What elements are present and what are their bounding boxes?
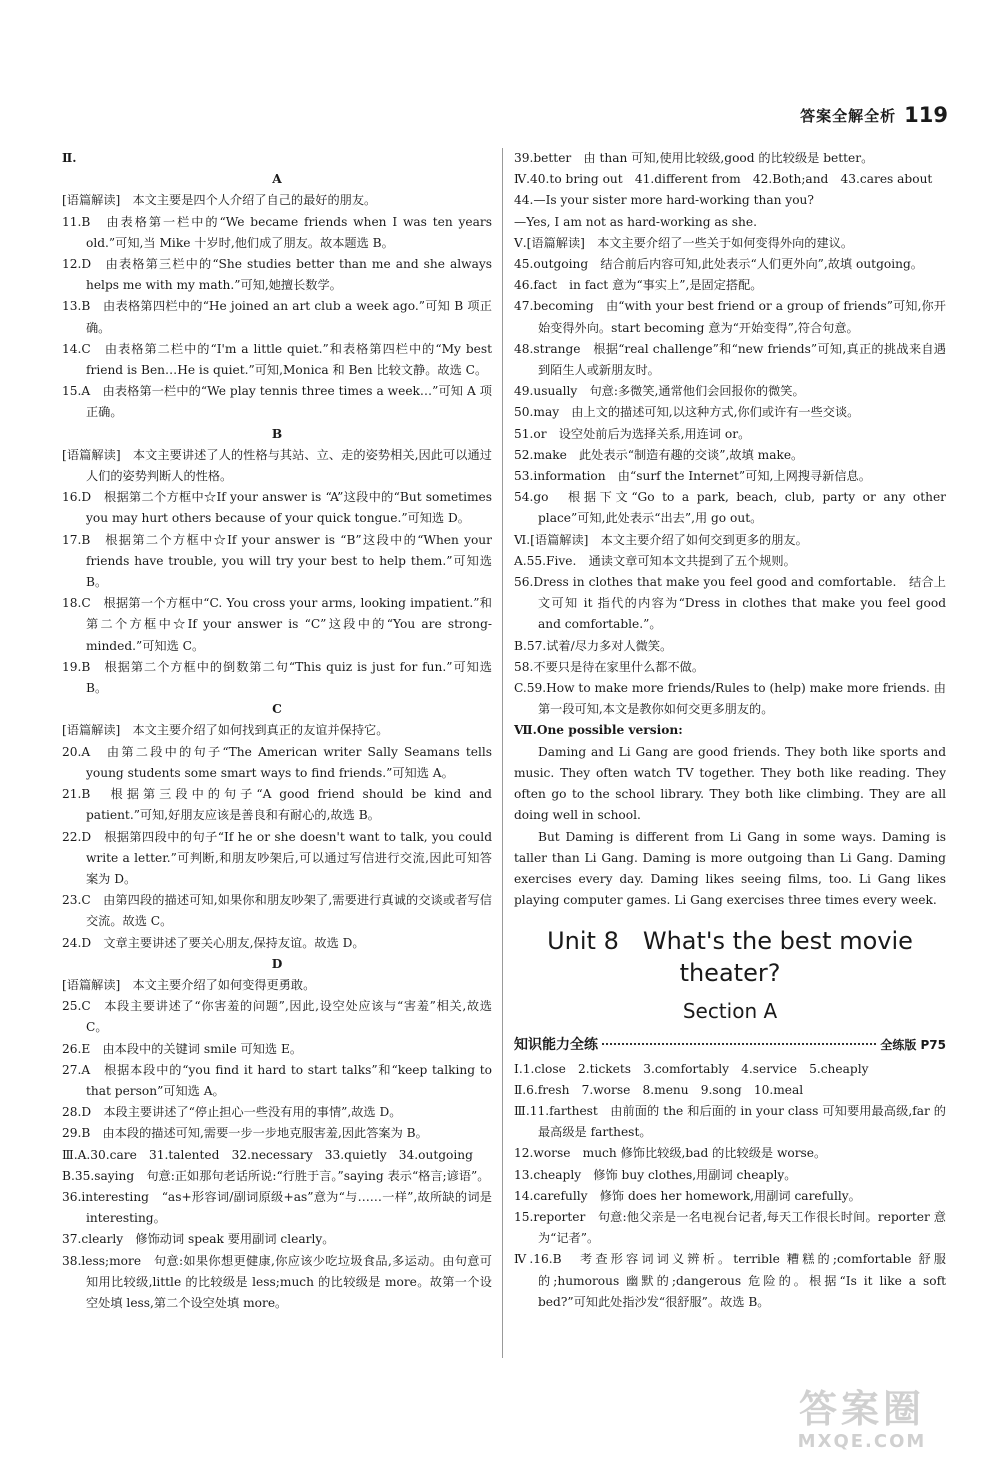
answer-paragraph: B.57.试着/尽力多对人微笑。 <box>514 638 673 653</box>
answer-paragraph: 44.—Is your sister more hard-working than you? <box>514 193 814 208</box>
answer-paragraph: 47.becoming 由“with your best friend or a group of friends”可知,你开始变得外向。start becoming 意为“开始变得”,符合句意。 <box>514 299 946 335</box>
answer-paragraph: [语篇解读] 本文主要是四个人介绍了自己的最好的朋友。 <box>62 193 377 208</box>
answer-paragraph: Ⅲ.A.30.care 31.talented 32.necessary 33.quietly 34.outgoing <box>62 1147 473 1162</box>
watermark-cn: 答案圈 <box>798 1387 925 1431</box>
drill-label: 知识能力全练 <box>514 1037 598 1054</box>
drill-page-ref: 全练版 P75 <box>880 1038 946 1053</box>
page-number: 119 <box>904 103 948 127</box>
answer-paragraph: 39.better 由 than 可知,使用比较级,good 的比较级是 better。 <box>514 151 874 165</box>
leader-dots <box>602 1043 876 1045</box>
section-heading: Ⅱ. <box>62 151 77 165</box>
answer-paragraph: 28.D 本段主要讲述了“停止担心一些没有用的事情”,故选 D。 <box>62 1105 402 1120</box>
answer-paragraph: 23.C 由第四段的描述可知,如果你和朋友吵架了,需要进行真诚的交谈或者写信交流。故选 C。 <box>62 893 492 929</box>
answer-paragraph: 12.D 由表格第三栏中的“She studies better than me and she always helps me with my math.”可知,她擅长数学。 <box>62 257 492 293</box>
answer-paragraph: A.55.Five. 通读文章可知本文共提到了五个规则。 <box>514 553 796 568</box>
answer-paragraph: 38.less;more 句意:如果你想更健康,你应该少吃垃圾食品,多运动。由句意可知用比较级,little 的比较级是 less;much 的比较级是 more。故第一个设空处填 less,第二个设空处填 more。 <box>62 1253 492 1310</box>
answer-paragraph: 17.B 根据第二个方框中☆If your answer is “B”这段中的“When your friends have trouble, you will try your best to help them.”可知选 B。 <box>62 532 492 590</box>
answer-paragraph: B.35.saying 句意:正如那句老话所说:“行胜于言。”saying 表示“格言;谚语”。 <box>62 1168 490 1183</box>
answer-paragraph: 46.fact in fact 意为“事实上”,是固定搭配。 <box>514 278 763 293</box>
answer-paragraph: 51.or 设空处前后为选择关系,用连词 or。 <box>514 426 751 441</box>
answer-paragraph: Ⅳ.16.B 考查形容词词义辨析。terrible 糟糕的;comfortable 舒服的;humorous 幽默的;dangerous 危险的。根据“Is it like a soft bed?”可知此处指沙发“很舒服”。故选 B。 <box>514 1252 946 1309</box>
answer-paragraph: 48.strange 根据“real challenge”和“new friends”可知,真正的挑战来自遇到陌生人或新朋友时。 <box>514 341 946 378</box>
answer-paragraph: Ⅰ.1.close 2.tickets 3.comfortably 4.service 5.cheaply <box>514 1061 869 1076</box>
watermark-url: MXQE.COM <box>797 1431 927 1452</box>
section-letter: C <box>272 702 282 717</box>
answer-paragraph: 26.E 由本段中的关键词 smile 可知选 E。 <box>62 1041 303 1056</box>
answer-paragraph: [语篇解读] 本文主要介绍了如何找到真正的友谊并保持它。 <box>62 723 389 738</box>
answer-paragraph: 15.reporter 句意:他父亲是一名电视台记者,每天工作很长时间。reporter 意为“记者”。 <box>514 1209 946 1246</box>
unit-title: Unit 8 What's the best movie theater? <box>547 927 913 988</box>
section-title: Section A <box>682 999 778 1024</box>
answer-paragraph: 12.worse much 修饰比较级,bad 的比较级是 worse。 <box>514 1146 827 1161</box>
answer-paragraph: 50.may 由上文的描述可知,以这种方式,你们或许有一些交谈。 <box>514 405 860 420</box>
answer-paragraph: 27.A 根据本段中的“you find it hard to start talks”和“keep talking to that person”可知选 A。 <box>62 1062 492 1098</box>
answer-paragraph: 20.A 由第二段中的句子“The American writer Sally Seamans tells young students some smart ways to find friends.”可知选 A。 <box>62 744 492 780</box>
essay-paragraph: Daming and Li Gang are good friends. They both like sports and music. They often watch TV together. They both like reading. They often go to the school library. They both like climbing. They are all doing well in school. <box>514 744 946 823</box>
essay-paragraph: But Daming is different from Li Gang in some ways. Daming is taller than Li Gang. Daming is more outgoing than Li Gang. Daming exercises every day. Daming likes seeing films, too. Li Gang likes playing computer games. Li Gang exercises three times every week. <box>514 829 946 908</box>
answer-paragraph: 53.information 由“surf the Internet”可知,上网搜寻新信息。 <box>514 469 871 484</box>
answer-paragraph: 45.outgoing 结合前后内容可知,此处表示“人们更外向”,故填 outgoing。 <box>514 257 923 272</box>
answer-paragraph: [语篇解读] 本文主要讲述了人的性格与其站、立、走的姿势相关,因此可以通过人们的姿势判断人的性格。 <box>62 447 492 484</box>
column-divider <box>502 148 503 1358</box>
answer-paragraph: 52.make 此处表示“制造有趣的交谈”,故填 make。 <box>514 447 804 462</box>
answer-paragraph: Ⅲ.11.farthest 由前面的 the 和后面的 in your class 可知要用最高级,far 的最高级是 farthest。 <box>514 1103 946 1140</box>
answer-paragraph: 11.B 由表格第一栏中的“We became friends when I was ten years old.”可知,当 Mike 十岁时,他们成了朋友。故本题选 B。 <box>62 214 492 250</box>
answer-paragraph: 37.clearly 修饰动词 speak 要用副词 clearly。 <box>62 1232 335 1247</box>
left-column <box>62 148 492 1314</box>
answer-paragraph: 13.cheaply 修饰 buy clothes,用副词 cheaply。 <box>514 1167 797 1182</box>
answer-paragraph: 54.go 根据下文“Go to a park, beach, club, party or any other place”可知,此处表示“出去”,用 go out。 <box>514 490 946 526</box>
page-header <box>800 100 948 130</box>
answer-paragraph: 58.不要只是待在家里什么都不做。 <box>514 659 705 674</box>
answer-paragraph: 16.D 根据第二个方框中☆If your answer is “A”这段中的“But sometimes you may hurt others because of your quick tongue.”可知选 D。 <box>62 490 492 526</box>
answer-paragraph: 49.usually 句意:多微笑,通常他们会回报你的微笑。 <box>514 384 805 399</box>
answer-paragraph: [语篇解读] 本文主要介绍了如何变得更勇敢。 <box>62 977 316 992</box>
answer-paragraph: 29.B 由本段的描述可知,需要一步一步地克服害羞,因此答案为 B。 <box>62 1126 428 1141</box>
header-label: 答案全解全析 <box>800 106 897 125</box>
answer-paragraph: Ⅱ.6.fresh 7.worse 8.menu 9.song 10.meal <box>514 1082 804 1097</box>
section-letter: A <box>272 172 282 187</box>
drill-heading <box>514 1035 946 1056</box>
section-letter: D <box>271 956 283 971</box>
right-column <box>514 148 946 1313</box>
section-letter: B <box>271 426 283 441</box>
answer-paragraph: Ⅳ.40.to bring out 41.different from 42.Both;and 43.cares about <box>514 172 933 187</box>
answer-paragraph: Ⅵ.[语篇解读] 本文主要介绍了如何交到更多的朋友。 <box>514 532 808 547</box>
answer-paragraph: 14.C 由表格第二栏中的“I'm a little quiet.”和表格第四栏中的“My best friend is Ben…He is quiet.”可知,Monica 和 Ben 比较文静。故选 C。 <box>62 341 492 378</box>
answer-paragraph: 22.D 根据第四段中的句子“If he or she doesn't want to talk, you could write a letter.”可判断,和朋友吵架后,可以通过写信进行交流,因此可知答案为 D。 <box>62 829 492 886</box>
answer-paragraph: 56.Dress in clothes that make you feel good and comfortable. 结合上文可知 it 指代的内容为“Dress in clothes that make you feel good and comfortable.”。 <box>514 575 946 632</box>
answer-paragraph: 36.interesting “as+形容词/副词原级+as”意为“与……一样”,故所缺的词是 interesting。 <box>62 1189 492 1226</box>
watermark-logo <box>764 1387 960 1457</box>
answer-paragraph: 19.B 根据第二个方框中的倒数第二句“This quiz is just for fun.”可知选 B。 <box>62 659 492 696</box>
answer-paragraph: 15.A 由表格第一栏中的“We play tennis three times a week…”可知 A 项正确。 <box>62 384 492 420</box>
answer-paragraph: 24.D 文章主要讲述了要关心朋友,保持友谊。故选 D。 <box>62 935 365 950</box>
section-heading: Ⅶ.One possible version: <box>514 723 683 738</box>
answer-paragraph: 14.carefully 修饰 does her homework,用副词 carefully。 <box>514 1188 861 1203</box>
answer-paragraph: 18.C 根据第一个方框中“C. You cross your arms, looking impatient.”和第二个方框中☆If your answer is “C”这段中的“You are strong-minded.”可知选 C。 <box>62 596 492 653</box>
answer-paragraph: —Yes, I am not as hard-working as she. <box>514 214 757 229</box>
answer-paragraph: C.59.How to make more friends/Rules to (help) make more friends. 由第一段可知,本文是教你如何交更多朋友的。 <box>514 681 946 717</box>
answer-paragraph: 25.C 本段主要讲述了“你害羞的问题”,因此,设空处应该与“害羞”相关,故选 C。 <box>62 999 492 1035</box>
answer-paragraph: 21.B 根据第三段中的句子“A good friend should be kind and patient.”可知,好朋友应该是善良和有耐心的,故选 B。 <box>62 787 492 823</box>
answer-paragraph: Ⅴ.[语篇解读] 本文主要介绍了一些关于如何变得外向的建议。 <box>514 235 854 250</box>
answer-paragraph: 13.B 由表格第四栏中的“He joined an art club a week ago.”可知 B 项正确。 <box>62 299 492 335</box>
